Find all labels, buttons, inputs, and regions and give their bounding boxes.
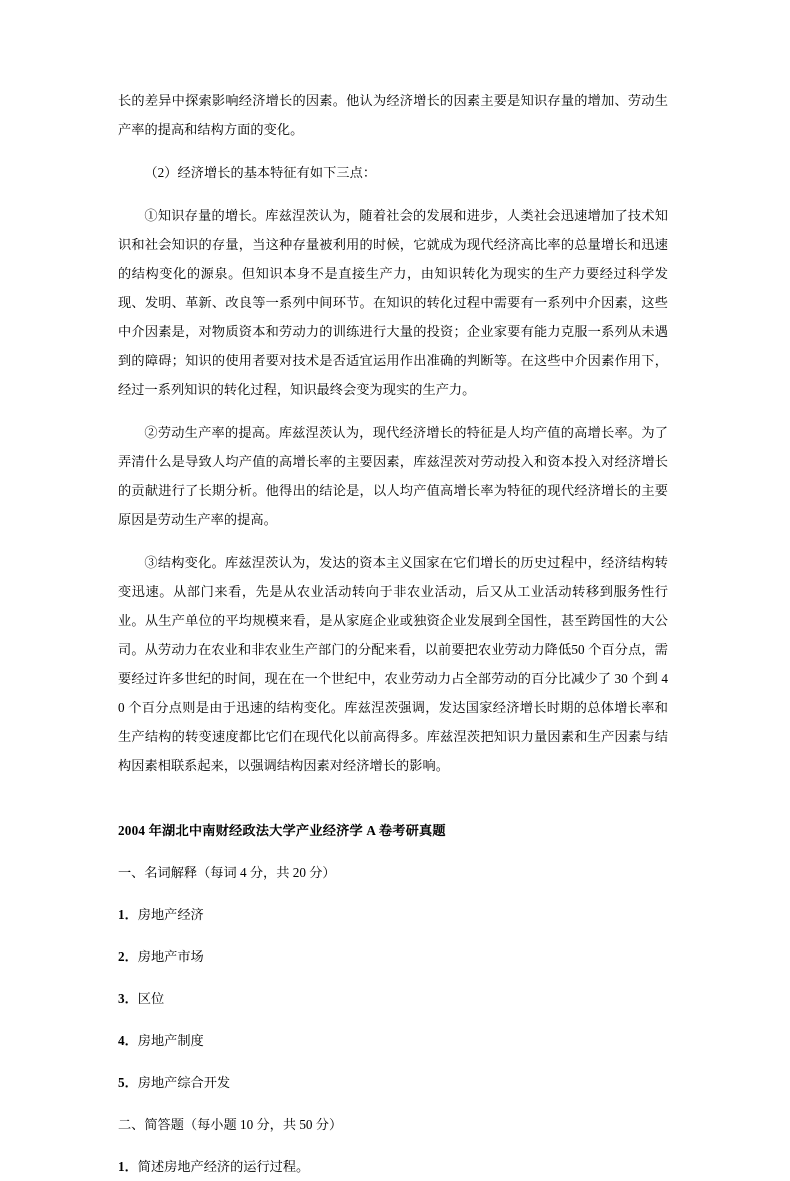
paragraph-intro-2: （2）经济增长的基本特征有如下三点：	[144, 165, 377, 180]
paragraph-feature-3: ③结构变化。库兹涅茨认为，发达的资本主义国家在它们增长的历史过程中，经济结构转变迅速。从部门来看，先是从农业活动转向于非农业活动，后又从工业活动转移到服务性行业。从生产单位的平均规模来看，是从家庭企业或独资企业发展到全国性，甚至跨国性的大公司。从劳动力在农业和非农业生产部门的分配来看，以前要把农业劳动力降低50 个百分点，需要经过许多世纪的时间，现在在一个世纪中，农业劳动力占全部劳动的百分比减少了 30 个到 40 个百分点则是由于迅速的结构变化。库兹涅茨强调，发达国家经济增长时期的总体增长率和生产结构的转变速度都比它们在现代化以前高得多。库兹涅茨把知识力量因素和生产因素与结构因素相联系起来，以强调结构因素对经济增长的影响。	[118, 555, 668, 773]
term-item-3	[118, 984, 668, 1013]
short-answer-item-1-number: 1．	[118, 1159, 138, 1174]
term-item-4-text: 房地产制度	[137, 1033, 204, 1048]
section-label-terms: 一、名词解释（每词 4 分，共 20 分）	[118, 865, 336, 880]
spacer-terms-5	[118, 1055, 668, 1068]
spacer-before-section-2	[118, 1097, 668, 1110]
term-item-5	[118, 1068, 668, 1097]
term-item-2-number: 2．	[118, 949, 138, 964]
term-item-5-number: 5．	[118, 1075, 138, 1090]
spacer-terms-1	[118, 887, 668, 900]
term-item-4-number: 4．	[118, 1033, 138, 1048]
term-item-3-number: 3．	[118, 991, 138, 1006]
term-item-1	[118, 900, 668, 929]
spacer-after-heading	[118, 845, 668, 858]
term-item-4	[118, 1026, 668, 1055]
exam-heading: 2004 年湖北中南财经政法大学产业经济学 A 卷考研真题	[118, 823, 446, 838]
paragraph-feature-2: ②劳动生产率的提高。库兹涅茨认为，现代经济增长的特征是人均产值的高增长率。为了弄清什么是导致人均产值的高增长率的主要因素，库兹涅茨对劳动投入和资本投入对经济增长的贡献进行了长期分析。他得出的结论是，以人均产值高增长率为特征的现代经济增长的主要原因是劳动生产率的提高。	[118, 425, 668, 527]
term-item-1-number: 1．	[118, 907, 138, 922]
page-content	[118, 86, 668, 1181]
term-item-2-text: 房地产市场	[137, 949, 204, 964]
spacer-before-heading	[118, 794, 668, 816]
paragraph-feature-1: ①知识存量的增长。库兹涅茨认为，随着社会的发展和进步，人类社会迅速增加了技术知识和社会知识的存量，当这种存量被利用的时候，它就成为现代经济高比率的总量增长和迅速的结构变化的源泉。但知识本身不是直接生产力，由知识转化为现实的生产力要经过科学发现、发明、革新、改良等一系列中间环节。在知识的转化过程中需要有一系列中介因素，这些中介因素是，对物质资本和劳动力的训练进行大量的投资；企业家要有能力克服一系列从未遇到的障碍；知识的使用者要对技术是否适宜运用作出准确的判断等。在这些中介因素作用下，经过一系列知识的转化过程，知识最终会变为现实的生产力。	[118, 208, 668, 397]
spacer-short-answer-1	[118, 1139, 668, 1152]
short-answer-item-1	[118, 1152, 668, 1181]
term-item-5-text: 房地产综合开发	[137, 1075, 231, 1090]
spacer-terms-4	[118, 1013, 668, 1026]
short-answer-item-1-text: 简述房地产经济的运行过程。	[137, 1159, 310, 1174]
term-item-3-text: 区位	[137, 991, 165, 1006]
term-item-1-text: 房地产经济	[137, 907, 204, 922]
spacer-terms-3	[118, 971, 668, 984]
paragraph-continuation: 长的差异中探索影响经济增长的因素。他认为经济增长的因素主要是知识存量的增加、劳动生产率的提高和结构方面的变化。	[118, 93, 668, 137]
section-label-short-answer: 二、简答题（每小题 10 分，共 50 分）	[118, 1117, 343, 1132]
spacer-terms-2	[118, 929, 668, 942]
term-item-2	[118, 942, 668, 971]
